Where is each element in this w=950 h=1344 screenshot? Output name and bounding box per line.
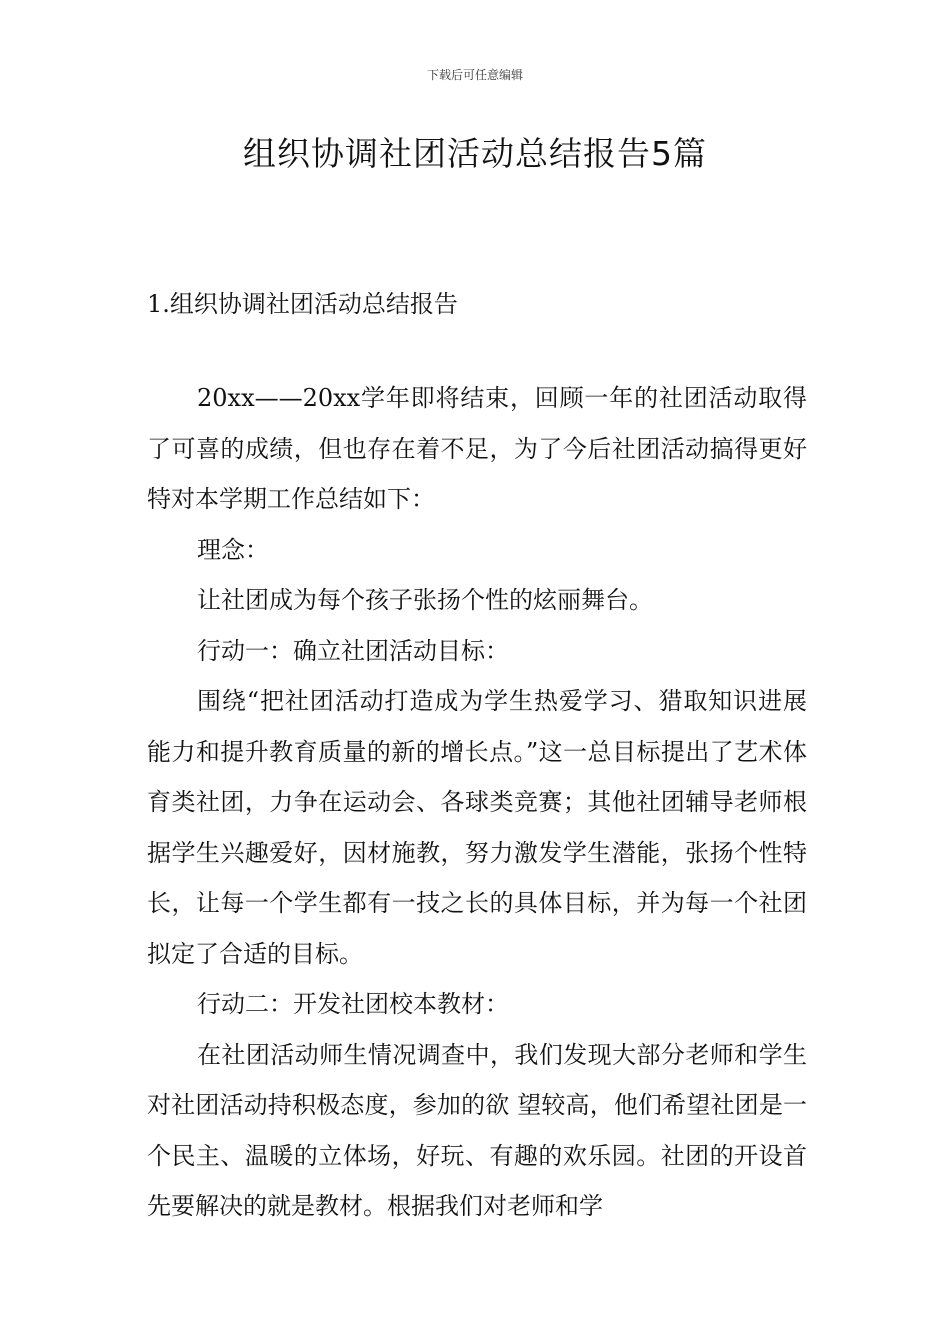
document-body <box>147 373 807 1232</box>
document-title: 组织协调社团活动总结报告5篇 <box>243 134 707 173</box>
paragraph: 理念： <box>197 535 269 564</box>
paragraph: 在社团活动师生情况调查中，我们发现大部分老师和学生对社团活动持积极态度，参加的欲 望较高，他们希望社团是一个民主、温暖的立体场，好玩、有趣的欢乐园。社团的开设首先要解决的就是教材。根据我们对老师和学 <box>147 1040 807 1220</box>
paragraph: 20xx——20xx学年即将结束，回顾一年的社团活动取得了可喜的成绩，但也存在着不足，为了今后社团活动搞得更好特对本学期工作总结如下： <box>147 384 807 513</box>
paragraph: 围绕“把社团活动打造成为学生热爱学习、猎取知识进展能力和提升教育质量的新的增长点。”这一总目标提出了艺术体育类社团，力争在运动会、各球类竞赛；其他社团辅导老师根据学生兴趣爱好，因材施教，努力激发学生潜能，张扬个性特长，让每一个学生都有一技之长的具体目标，并为每一个社团拟定了合适的目标。 <box>147 687 807 968</box>
paragraph: 行动一：确立社团活动目标： <box>197 636 509 665</box>
paragraph: 让社团成为每个孩子张扬个性的炫丽舞台。 <box>197 586 653 614</box>
header-note: 下载后可任意编辑 <box>426 68 523 82</box>
section-heading: 1.组织协调社团活动总结报告 <box>147 290 458 318</box>
paragraph: 行动二：开发社团校本教材： <box>197 990 509 1018</box>
